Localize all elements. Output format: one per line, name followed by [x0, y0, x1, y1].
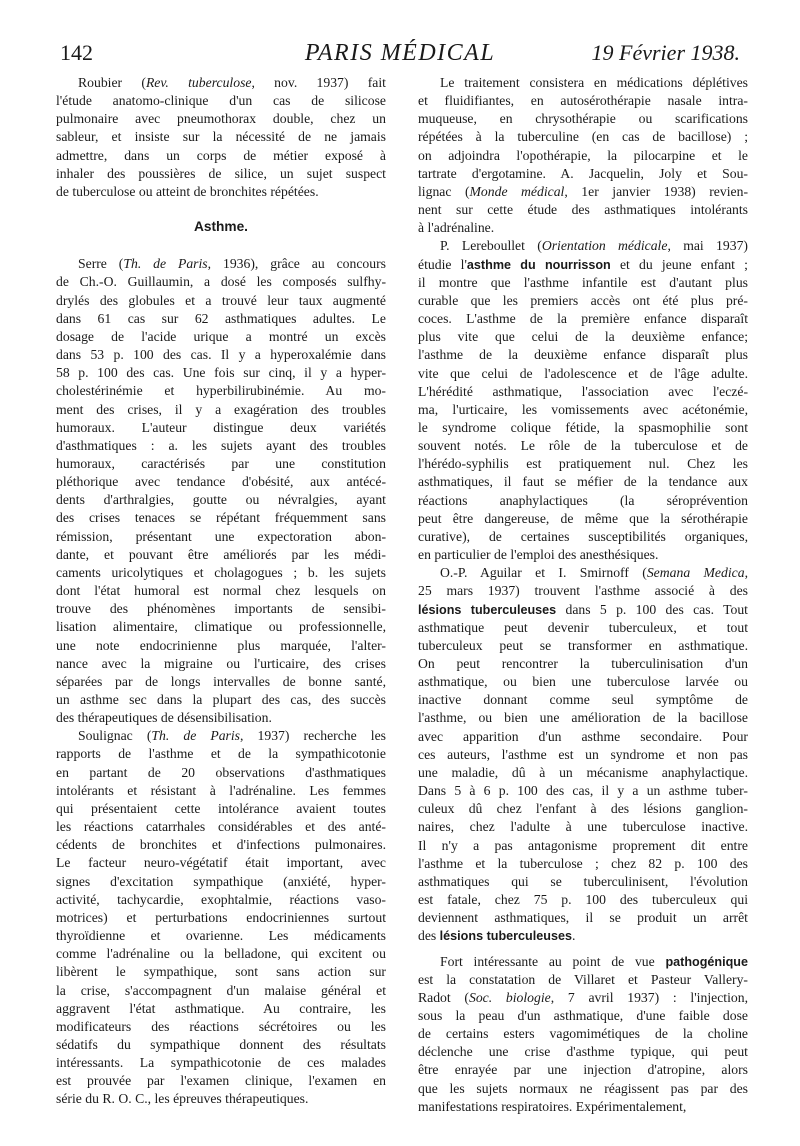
- text-line: activité, tachycardie, exophtalmie, réactions vaso-: [56, 891, 386, 907]
- text-line: avec apparition d'un asthme secondaire. Pour: [418, 728, 748, 744]
- text-line: rapports de l'asthme et de la sympathicotonie: [56, 746, 386, 762]
- left-column: [56, 74, 386, 1109]
- text-line: dans 61 cas sur 62 asthmatiques adultes. Le: [56, 310, 386, 326]
- text-line: en particulier de l'emploi des anesthésiques.: [418, 547, 659, 563]
- text-line: Il n'y a pas antagonisme proprement dit entre: [418, 837, 748, 853]
- text-line: une maladie, dû à un mécanisme anaphylactique.: [418, 764, 748, 780]
- text-line: aggravent l'état asthmatique. Au contraire, les: [56, 1000, 386, 1016]
- text-line: thyroïdienne et ovarienne. Les médicaments: [56, 928, 386, 944]
- text-line: des lésions tuberculeuses.: [418, 928, 576, 944]
- text-line: Roubier (Rev. tuberculose, nov. 1937) fait: [78, 75, 386, 90]
- text-line: d'asthmatiques : a. les sujets ayant des troubles: [56, 437, 386, 453]
- text-line: l'hérédo-syphilis est pratiquement nul. Chez les: [418, 456, 748, 472]
- text-line: il montre que l'asthme infantile est d'autant plus: [418, 274, 748, 290]
- text-line: dont l'état humoral est normal chez lesquels on: [56, 583, 386, 599]
- section-title: Asthme.: [193, 219, 248, 235]
- text-line: être enrayée par une injection d'atropine, alors: [418, 1062, 748, 1078]
- text-line: nent sur cette étude des asthmatiques intolérants: [418, 202, 748, 218]
- paragraph-villaret: [418, 953, 748, 1116]
- text-line: réactions anaphylactiques (la séroprévention: [418, 492, 748, 508]
- text-line: dents d'arthralgies, goutte ou névralgies, ayant: [56, 492, 386, 508]
- text-line: le syndrome colique fétide, la spasmophilie sont: [418, 419, 748, 435]
- issue-date: 19 Février 1938.: [591, 40, 740, 65]
- text-line: rémission, présentant une expectoration abon-: [56, 528, 386, 544]
- text-line: 25 mars 1937) trouvent l'asthme associé à des: [418, 583, 748, 599]
- text-line: O.-P. Aguilar et I. Smirnoff (Semana Medica,: [440, 565, 748, 581]
- text-line: admettre, dans un corps de métier exposé à: [56, 147, 386, 163]
- text-line: asthmatique, ou bien une tuberculose larvée ou: [418, 674, 748, 690]
- text-line: drylés des globules et a trouvé leur taux augmenté: [56, 292, 386, 308]
- text-line: ment des crises, il y a exagération des troubles: [56, 401, 386, 417]
- text-line: ces auteurs, l'asthme est un syndrome et non pas: [418, 746, 748, 762]
- paragraph-aguilar: [418, 564, 748, 945]
- text-line: culeux dû chez l'enfant à des lésions ganglion-: [418, 801, 748, 817]
- paragraph-lereboullet: [418, 237, 748, 564]
- journal-title: PARIS MÉDICAL: [304, 40, 496, 66]
- text-line: déclenche une crise d'asthme typique, qui peut: [418, 1044, 748, 1060]
- text-line: on adjoindra l'opothérapie, la pilocarpine et le: [418, 147, 748, 163]
- text-line: sableur, et insiste sur la nécessité de ne jamais: [56, 129, 386, 145]
- text-line: humoraux. L'auteur distingue deux variétés: [56, 419, 386, 435]
- text-line: inactive donnant comme seul symptôme de: [418, 692, 748, 708]
- page-number: 142: [60, 40, 93, 65]
- text-line: qui présentaient cette intolérance avaient toutes: [56, 800, 386, 816]
- text-line: que les sujets normaux ne réagissent pas par des: [418, 1080, 748, 1096]
- text-line: cédents de bronchites et d'infections pulmonaires.: [56, 837, 386, 853]
- running-header: [60, 40, 740, 70]
- text-line: humoraux, caractérisés par une constitution: [56, 455, 386, 471]
- text-line: curable que les premiers accès ont été plus pré-: [418, 292, 748, 308]
- text-line: souvent notés. Le rôle de la tuberculose et de: [418, 438, 748, 454]
- text-line: caments uricolytiques et cholagogues ; b. les sujets: [56, 564, 386, 580]
- text-line: naires, chez l'adulte à une tuberculose inactive.: [418, 819, 748, 835]
- text-line: asthmatiques, il faut se méfier de la tendance aux: [418, 474, 748, 490]
- text-line: à l'adrénaline.: [418, 220, 495, 236]
- paragraph-soulignac: [56, 727, 386, 1108]
- text-line: répétées à la tuberculine (en cas de bacillose) ;: [418, 129, 748, 145]
- text-line: est la constatation de Villaret et Pasteur Vallery-: [418, 971, 748, 987]
- text-line: l'asthme, ou bien une amélioration de la bacillose: [418, 710, 748, 726]
- text-line: un asthme sec dans la plupart des cas, des succès: [56, 692, 386, 707]
- text-line: est fatale, chez 75 p. 100 des tuberculeux qui: [418, 892, 748, 908]
- text-line: libèrent le sympathique, sont sans action sur: [56, 964, 386, 980]
- text-line: muqueuse, en chrysothérapie ou scarifications: [418, 111, 748, 127]
- text-line: de certains esters vagomimétiques de la choline: [418, 1026, 748, 1042]
- text-line: asthmatiques qui se tuberculinisent, l'évolution: [418, 873, 748, 889]
- text-line: dante, et pouvant être améliorés par les médi-: [56, 546, 386, 562]
- text-line: ma, l'urticaire, les vomissements avec acétonémie,: [418, 401, 748, 417]
- text-line: vite que celui de l'adolescence et de l'âge adulte.: [418, 365, 748, 381]
- text-line: intolérants et résistant à l'adrénaline. Les femmes: [56, 782, 386, 798]
- text-line: une note endocrinienne plus marquée, l'alter-: [56, 637, 386, 653]
- text-line: dans 53 p. 100 des cas. Il y a hyperoxalémie dans: [56, 347, 386, 363]
- text-line: la crise, s'accompagnent d'un malaise général et: [56, 982, 386, 998]
- text-line: signes d'excitation sympathique (anxiété, hyper-: [56, 873, 386, 889]
- text-line: de tuberculose ou atteint de bronchites répétées.: [56, 183, 319, 199]
- text-line: Serre (Th. de Paris, 1936), grâce au concours: [78, 256, 386, 272]
- text-line: trouve des phénomènes importants de sensibi-: [56, 601, 386, 617]
- text-line: l'asthme et la tuberculose ; chez 82 p. 100 des: [418, 855, 748, 871]
- text-line: coces. L'asthme de la première enfance disparaît: [418, 311, 748, 327]
- text-line: cholestérinémie et hyperbilirubinémie. Au mo-: [56, 383, 386, 399]
- text-line: modificateurs des réactions sécrétoires ou les: [56, 1018, 386, 1034]
- text-line: On peut rencontrer la tuberculinisation d'un: [418, 656, 748, 671]
- text-line: étudie l'asthme du nourrisson et du jeune enfant ;: [418, 256, 748, 272]
- text-line: tuberculeux peut se transformer en asthmatique.: [418, 637, 748, 653]
- text-line: Soulignac (Th. de Paris, 1937) recherche les: [78, 728, 386, 744]
- text-line: des thérapeutiques de désensibilisation.: [56, 710, 272, 726]
- text-line: P. Lereboullet (Orientation médicale, mai 1937): [440, 238, 748, 254]
- text-line: tartrate d'ergotamine. A. Jacquelin, Joly et Sou-: [418, 165, 748, 181]
- text-line: l'asthme de la deuxième enfance disparaît plus: [418, 347, 748, 363]
- text-line: sous la peau d'un asthmatique, d'une faible dose: [418, 1007, 748, 1023]
- text-line: deviennent asthmatiques, il se produit un arrêt: [418, 910, 748, 926]
- paragraph-roubier: [56, 74, 386, 201]
- text-line: et fluidifiantes, en autosérothérapie nasale intra-: [418, 93, 748, 109]
- text-line: comme l'adrénaline ou la belladone, qui excitent ou: [56, 946, 386, 962]
- text-line: pulmonaire avec pneumothorax double, chez un: [56, 111, 386, 127]
- text-line: L'hérédité asthmatique, l'association avec l'eczé-: [418, 383, 748, 399]
- text-line: série du R. O. C., les épreuves thérapeutiques.: [56, 1091, 309, 1107]
- paragraph-treatment: [418, 74, 748, 237]
- text-line: Dans 5 à 6 p. 100 des cas, il y a un asthme tuber-: [418, 783, 748, 799]
- text-line: lignac (Monde médical, 1er janvier 1938) revien-: [418, 183, 748, 199]
- text-line: inhaler des poussières de silice, un sujet suspect: [56, 165, 386, 181]
- text-line: motrices) et perturbations endocriniennes surtout: [56, 909, 386, 925]
- text-line: dosage de l'acide urique a montré un excès: [56, 328, 386, 344]
- text-line: lisation alimentaire, climatique ou professionnelle,: [56, 619, 386, 635]
- text-line: les réactions catarrhales considérables et des anté-: [56, 819, 386, 835]
- text-line: Radot (Soc. biologie, 7 avril 1937) : l'injection,: [418, 989, 748, 1005]
- text-line: intéressants. La sympathicotonie de ces malades: [56, 1055, 386, 1071]
- text-line: Le traitement consistera en médications déplétives: [440, 75, 748, 90]
- text-line: nance avec la migraine ou l'urticaire, des crises: [56, 655, 386, 671]
- paragraph-gap: [418, 946, 748, 953]
- text-line: séparées par de longs intervalles de bonne santé,: [56, 673, 386, 689]
- text-line: l'étude anatomo-clinique d'un cas de silicose: [56, 93, 386, 109]
- text-line: 58 p. 100 des cas. Une fois sur cinq, il y a hyper-: [56, 365, 386, 381]
- text-line: peut être dangereuse, de même que la sérothérapie: [418, 510, 748, 526]
- text-line: des crises tenaces se répétant fréquemment sans: [56, 510, 386, 526]
- text-line: curative), de certaines susceptibilités organiques,: [418, 528, 748, 544]
- text-line: Fort intéressante au point de vue pathogénique: [440, 953, 748, 969]
- text-line: pléthorique avec tendance d'obésité, aux antécé-: [56, 474, 386, 490]
- text-line: Le facteur neuro-végétatif était important, avec: [56, 855, 386, 871]
- text-line: sédatifs du sympathique donnent des résultats: [56, 1036, 386, 1052]
- text-line: est prouvée par l'examen clinique, l'examen en: [56, 1073, 386, 1089]
- text-line: de Ch.-O. Guillaumin, a dosé les composés sulfhy-: [56, 274, 386, 290]
- text-line: asthmatique peut devenir tuberculeux, et tout: [418, 619, 748, 635]
- right-column: [418, 74, 748, 1116]
- text-line: plus vite que celui de la deuxième enfance;: [418, 329, 748, 345]
- text-line: manifestations respiratoires. Expérimentalement,: [418, 1098, 687, 1114]
- paragraph-serre: [56, 255, 386, 727]
- text-line: en partant de 20 observations d'asthmatiques: [56, 764, 386, 780]
- text-line: lésions tuberculeuses dans 5 p. 100 des cas. Tout: [418, 601, 748, 617]
